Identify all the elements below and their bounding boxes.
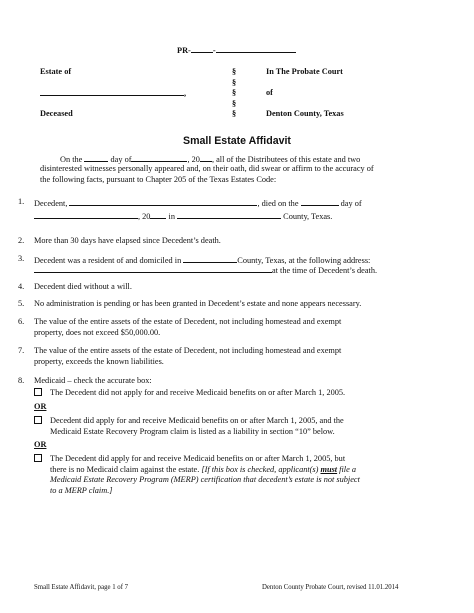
- item-3-address-label: County, Texas, at the following address:: [237, 256, 371, 265]
- death-year-blank[interactable]: [150, 210, 166, 219]
- medicaid-option-3-no-claim: there is no Medicaid claim against the estate.: [50, 464, 202, 474]
- item-1-died-on: , died on the: [257, 199, 299, 208]
- intro-year-prefix: , 20: [187, 155, 200, 164]
- medicaid-option-1-text: The Decedent did not apply for and receive Medicaid benefits on or after March 1, 2005.: [50, 388, 346, 397]
- intro-distributees: , all of the Distributees of this estate and two: [211, 155, 361, 164]
- medicaid-option-3-file-a: file a: [337, 464, 357, 474]
- decedent-name-blank[interactable]: [69, 197, 257, 206]
- item-1-in: in: [168, 212, 175, 221]
- medicaid-option-3-line-3: Medicaid Estate Recovery Program (MERP) certification that decedent’s estate is not subject: [50, 475, 360, 484]
- deceased-label: Deceased: [40, 109, 73, 118]
- item-8-number: 8.: [18, 376, 25, 385]
- item-3-time-of-death: at the time of Decedent’s death.: [272, 266, 378, 275]
- court-line-3: Denton County, Texas: [266, 109, 344, 118]
- medicaid-option-1: [34, 388, 42, 399]
- or-label-2: OR: [34, 440, 47, 449]
- intro-day-of: day of: [110, 155, 132, 164]
- medicaid-option-3-must: must: [320, 464, 338, 474]
- item-4-number: 4.: [18, 282, 25, 291]
- medicaid-option-1-checkbox[interactable]: [34, 388, 42, 396]
- intro-month-blank[interactable]: [131, 153, 187, 162]
- item-8-text: Medicaid – check the accurate box:: [34, 376, 152, 385]
- medicaid-option-3-line-4: to a MERP claim.]: [50, 485, 113, 495]
- item-7-number: 7.: [18, 346, 25, 355]
- item-6-number: 6.: [18, 317, 25, 326]
- medicaid-option-3: [34, 454, 42, 465]
- item-1-county-texas: County, Texas.: [283, 212, 333, 221]
- medicaid-option-3-instruction-start: [If this box is checked, applicant(s): [201, 464, 321, 474]
- case-number-line: [177, 44, 296, 57]
- medicaid-option-3-checkbox[interactable]: [34, 454, 42, 462]
- medicaid-option-3-line-1: The Decedent did apply for and receive Medicaid benefits on or after March 1, 2005, but: [50, 454, 346, 463]
- intro-line-3: the following facts, pursuant to Chapter 205 of the Texas Estates Code:: [40, 175, 277, 184]
- estate-of-label: Estate of: [40, 67, 72, 76]
- residence-county-blank[interactable]: [183, 254, 237, 263]
- court-line-1: In The Probate Court: [266, 67, 343, 76]
- item-7-line-1: The value of the entire assets of the estate of Decedent, not including homestead and exempt: [34, 346, 342, 355]
- item-1-line-2: [34, 210, 332, 223]
- death-county-blank[interactable]: [177, 210, 281, 219]
- estate-comma: ,: [184, 89, 187, 98]
- item-7-line-2: property, exceeds the known liabilities.: [34, 357, 164, 366]
- medicaid-option-3-line-2: [50, 465, 356, 476]
- death-day-blank[interactable]: [301, 197, 339, 206]
- medicaid-option-2: [34, 416, 42, 427]
- footer-left: Small Estate Affidavit, page 1 of 7: [34, 584, 129, 591]
- case-number-blank-1[interactable]: [191, 44, 213, 53]
- item-1-year-prefix: , 20: [138, 212, 151, 221]
- item-5-text: No administration is pending or has been granted in Decedent’s estate and none appears necessary.: [34, 299, 362, 308]
- item-1-day-of: day of: [340, 199, 362, 208]
- intro-day-blank[interactable]: [84, 153, 108, 162]
- case-prefix: PR-: [177, 46, 191, 55]
- case-separator: -: [212, 46, 216, 55]
- section-mark-3: §: [232, 88, 237, 97]
- estate-name-blank[interactable]: [40, 87, 187, 98]
- item-1-number: 1.: [18, 197, 25, 206]
- item-6-line-2: property, does not exceed $50,000.00.: [34, 328, 161, 337]
- item-2-text: More than 30 days have elapsed since Decedent’s death.: [34, 236, 221, 245]
- item-1-decedent-label: Decedent,: [34, 199, 68, 208]
- footer-right: Denton County Probate Court, revised 11.01.2014: [262, 584, 399, 591]
- item-6-line-1: The value of the entire assets of the estate of Decedent, not including homestead and exempt: [34, 317, 342, 326]
- death-month-blank[interactable]: [34, 210, 138, 219]
- item-4-text: Decedent died without a will.: [34, 282, 132, 291]
- section-mark-5: §: [232, 109, 237, 118]
- intro-line-2: disinterested witnesses personally appeared and, on their oath, did swear or affirm to the accuracy of: [40, 164, 374, 173]
- item-2-number: 2.: [18, 236, 25, 245]
- or-label-1: OR: [34, 402, 47, 411]
- document-title: Small Estate Affidavit: [183, 135, 291, 147]
- section-mark-1: §: [232, 67, 237, 76]
- estate-name-line: [40, 87, 186, 100]
- medicaid-option-2-line-1: Decedent did apply for and receive Medicaid benefits on or after March 1, 2005, and the: [50, 416, 344, 425]
- intro-on-the: On the: [60, 155, 83, 164]
- item-3-line-2: [34, 264, 377, 277]
- item-3-number: 3.: [18, 254, 25, 263]
- court-line-2: of: [266, 88, 273, 97]
- residence-address-blank[interactable]: [34, 264, 272, 273]
- section-mark-2: §: [232, 77, 237, 87]
- intro-year-blank[interactable]: [200, 153, 212, 162]
- item-1-line-1: [34, 197, 362, 210]
- section-mark-4: §: [232, 98, 237, 108]
- medicaid-option-2-checkbox[interactable]: [34, 416, 42, 424]
- item-3-resident: Decedent was a resident of and domiciled in: [34, 256, 182, 265]
- medicaid-option-2-line-2: Medicaid Estate Recovery Program claim is listed as a liability in section “10” below.: [50, 426, 335, 436]
- case-number-blank-2[interactable]: [216, 44, 296, 53]
- item-5-number: 5.: [18, 299, 25, 308]
